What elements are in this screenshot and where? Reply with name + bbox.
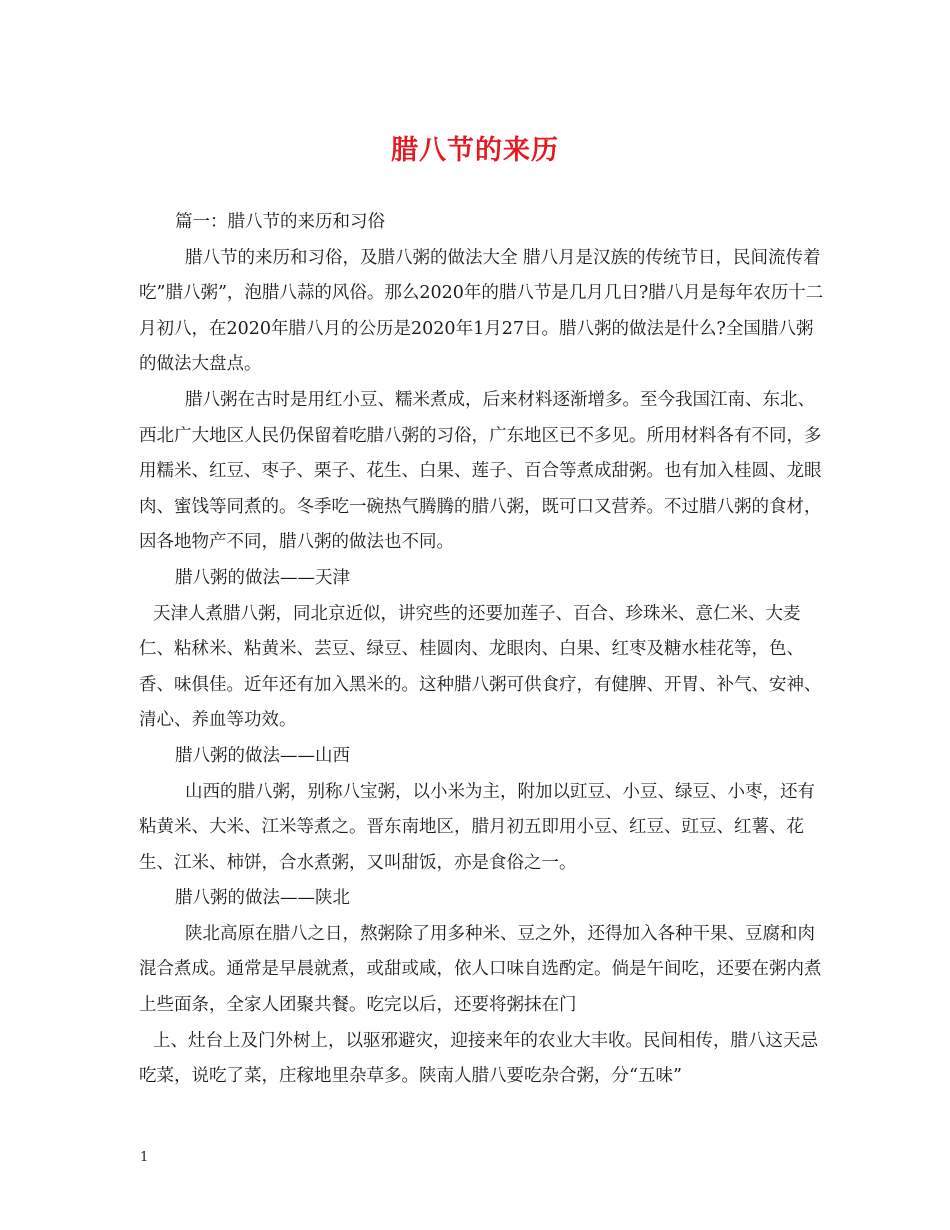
paragraph: 腊八粥在古时是用红小豆、糯米煮成，后来材料逐渐增多。至今我国江南、东北、西北广大地区人民仍保留着吃腊八粥的习俗，广东地区已不多见。所用材料各有不同，多用糯米、红豆、枣子、栗子、花生、白果、莲子、百合等煮成甜粥。也有加入桂圆、龙眼肉、蜜饯等同煮的。冬季吃一碗热气腾腾的腊八粥，既可口又营养。不过腊八粥的食材，因各地物产不同，腊八粥的做法也不同。	[139, 389, 822, 553]
document-title: 腊八节的来历	[391, 135, 559, 166]
paragraph: 陕北高原在腊八之日，熬粥除了用多种米、豆之外，还得加入各种干果、豆腐和肉混合煮成。通常是早晨就煮，或甜或咸，依人口味自选酌定。倘是午间吃，还要在粥内煮上些面条，全家人团聚共餐。吃完以后，还要将粥抹在门	[139, 923, 822, 1016]
paragraph: 上、灶台上及门外树上，以驱邪避灾，迎接来年的农业大丰收。民间相传，腊八这天忌吃菜，说吃了菜，庄稼地里杂草多。陕南人腊八要吃杂合粥，分“五味”	[139, 1030, 818, 1087]
document-body	[139, 205, 829, 1095]
page-number: 1	[140, 1150, 149, 1165]
subsection-heading: 腊八粥的做法——天津	[175, 567, 350, 588]
subsection-heading: 腊八粥的做法——陕北	[175, 888, 350, 909]
paragraph: 天津人煮腊八粥，同北京近似，讲究些的还要加莲子、百合、珍珠米、意仁米、大麦仁、粘秫米、粘黄米、芸豆、绿豆、桂圆肉、龙眼肉、白果、红枣及糖水桂花等，色、香、味俱佳。近年还有加入黑米的。这种腊八粥可供食疗，有健脾、开胃、补气、安神、清心、养血等功效。	[139, 603, 822, 731]
paragraph: 腊八节的来历和习俗，及腊八粥的做法大全 腊八月是汉族的传统节日，民间流传着吃”腊八粥”，泡腊八蒜的风俗。那么2020年的腊八节是几月几日?腊八月是每年农历十二月初八，在2020年腊八月的公历是2020年1月27日。腊八粥的做法是什么?全国腊八粥的做法大盘点。	[139, 247, 824, 375]
subsection-heading: 腊八粥的做法——山西	[175, 745, 350, 766]
paragraph: 山西的腊八粥，别称八宝粥，以小米为主，附加以豇豆、小豆、绿豆、小枣，还有粘黄米、大米、江米等煮之。晋东南地区，腊月初五即用小豆、红豆、豇豆、红薯、花生、江米、柿饼，合水煮粥，又叫甜饭，亦是食俗之一。	[139, 781, 815, 873]
section-heading: 篇一：腊八节的来历和习俗	[175, 212, 385, 232]
